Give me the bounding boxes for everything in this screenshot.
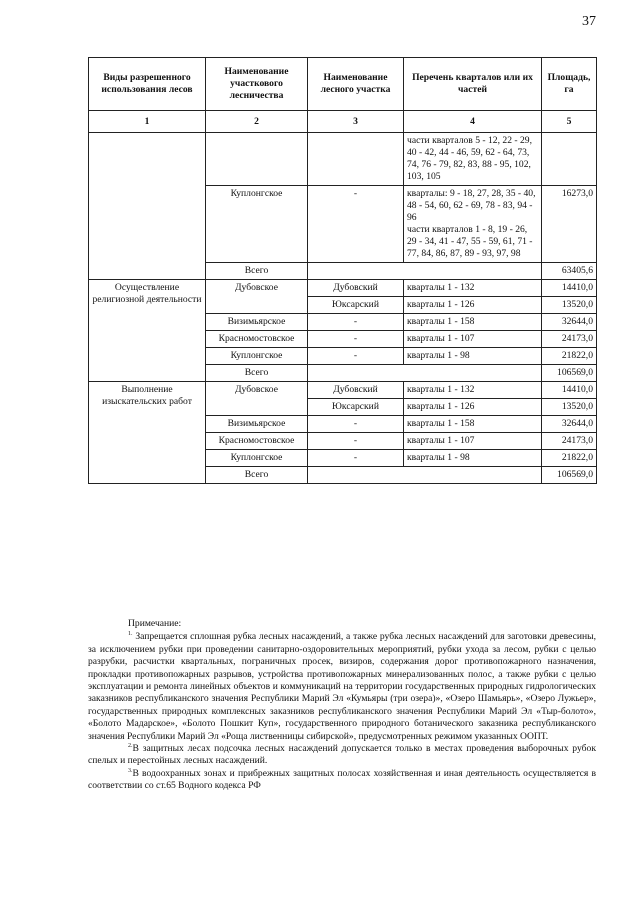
header-forest-site: Наименование лесного участка: [308, 58, 404, 111]
column-number-row: [89, 111, 597, 133]
area-cell: [542, 133, 597, 186]
quarters-cell: [404, 186, 542, 263]
forestry-cell: Куплонгское: [206, 186, 308, 263]
notes-section: [88, 618, 596, 793]
note-2-mark: 2.: [128, 742, 133, 749]
area-cell: 24173,0: [542, 331, 597, 348]
empty-cell: [308, 467, 542, 484]
site-cell: -: [308, 348, 404, 365]
site-cell: Дубовский: [308, 382, 404, 399]
forestry-cell: [206, 133, 308, 186]
header-area: Площадь, га: [542, 58, 597, 111]
column-number: 2: [206, 111, 308, 133]
note-1-mark: 1.: [128, 631, 133, 638]
forest-use-table: [88, 57, 597, 484]
area-cell: 13520,0: [542, 297, 597, 314]
quarters-cell: кварталы 1 - 98: [404, 450, 542, 467]
site-cell: -: [308, 314, 404, 331]
column-number: 4: [404, 111, 542, 133]
note-2: [88, 743, 596, 768]
forestry-cell: Куплонгское: [206, 348, 308, 365]
quarters-cell: кварталы 1 - 158: [404, 416, 542, 433]
quarters-cell: кварталы 1 - 126: [404, 399, 542, 416]
header-forestry: Наименование участкового лесничества: [206, 58, 308, 111]
forestry-cell: Дубовское: [206, 280, 308, 314]
note-2-text: В защитных лесах подсочка лесных насаждений допускается только в местах проведения выборочных рубок спелых и перестойных лесных насаждений.: [88, 743, 596, 767]
quarters-cell: кварталы 1 - 158: [404, 314, 542, 331]
quarter-parts-list: части кварталов 1 - 8, 19 - 26, 29 - 34, 41 - 47, 55 - 59, 61, 71 - 77, 84, 86, 87, 89 - 93, 97, 98: [407, 224, 533, 259]
quarters-cell: кварталы 1 - 132: [404, 382, 542, 399]
column-number: 3: [308, 111, 404, 133]
empty-cell: [308, 365, 542, 382]
column-number: 5: [542, 111, 597, 133]
total-label: Всего: [206, 263, 308, 280]
site-cell: -: [308, 433, 404, 450]
area-cell: 16273,0: [542, 186, 597, 263]
forestry-cell: Красномостовское: [206, 331, 308, 348]
table-row: [89, 280, 597, 297]
notes-title: Примечание:: [128, 618, 182, 629]
quarters-cell: кварталы 1 - 98: [404, 348, 542, 365]
total-label: Всего: [206, 365, 308, 382]
note-1: [88, 631, 596, 743]
empty-cell: [308, 263, 542, 280]
note-1-text: Запрещается сплошная рубка лесных насаждений, а также рубка лесных насаждений для заготовки древесины, за исключением рубки при проведении санитарно-оздоровительных мероприятий, рубки ухода за лесом, рубки с целью разрубки, расчистки квартальных, пограничных просек, визиров, содержания дорог противопожарного назначения, прокладки противопожарных разрывов, устройства противопожарных минерализованных полос, а также рубки с целью эксплуатации и ремонта линейных объектов и коммуникаций на территории государственных природных гидрологических заказников республиканского значения Республики Марий Эл «Кумьяры (три озера)», «Озеро Шамьярь», «Озеро Лужьер», государственных природных комплексных заказников республиканского значения Республики Марий Эл «Тыр-болото», «Болото Мадарское», «Болото Пошкит Куп», государственного природного ботанического заказника республиканского значения Республики Марий Эл «Роща лиственницы сибирской», предусмотренных режимом указанных ООПТ.: [88, 631, 596, 742]
use-type-cell: [89, 133, 206, 280]
area-cell: 24173,0: [542, 433, 597, 450]
site-cell: -: [308, 416, 404, 433]
table-row: [89, 382, 597, 399]
note-3-text: В водоохранных зонах и прибрежных защитных полосах хозяйственная и иная деятельность осуществляется в соответствии со ст.65 Водного кодекса РФ: [88, 767, 596, 792]
site-cell: -: [308, 450, 404, 467]
area-cell: 14410,0: [542, 280, 597, 297]
quarters-cell: кварталы 1 - 132: [404, 280, 542, 297]
quarters-cell: части кварталов 5 - 12, 22 - 29, 40 - 42, 44 - 46, 59, 62 - 64, 73, 74, 76 - 79, 82, 83, 88 - 95, 102, 103, 105: [404, 133, 542, 186]
page-number: 37: [582, 14, 596, 29]
use-type-cell: Осуществление религиозной деятельности: [89, 280, 206, 382]
quarters-cell: кварталы 1 - 107: [404, 433, 542, 450]
area-cell: 14410,0: [542, 382, 597, 399]
forestry-cell: Дубовское: [206, 382, 308, 416]
column-number: 1: [89, 111, 206, 133]
note-3: [88, 768, 596, 793]
forestry-cell: Визимьярское: [206, 314, 308, 331]
quarters-cell: кварталы 1 - 107: [404, 331, 542, 348]
total-label: Всего: [206, 467, 308, 484]
forestry-cell: Визимьярское: [206, 416, 308, 433]
forestry-cell: Куплонгское: [206, 450, 308, 467]
quarters-cell: кварталы 1 - 126: [404, 297, 542, 314]
header-use-type: Виды разрешенного использования лесов: [89, 58, 206, 111]
site-cell: Дубовский: [308, 280, 404, 297]
site-cell: Юксарский: [308, 399, 404, 416]
site-cell: Юксарский: [308, 297, 404, 314]
area-cell: 32644,0: [542, 416, 597, 433]
site-cell: -: [308, 186, 404, 263]
site-cell: -: [308, 331, 404, 348]
area-cell: 21822,0: [542, 348, 597, 365]
note-3-mark: 3.: [128, 767, 133, 774]
use-type-cell: Выполнение изыскательских работ: [89, 382, 206, 484]
site-cell: [308, 133, 404, 186]
quarters-list: кварталы: 9 - 18, 27, 28, 35 - 40, 48 - 54, 60, 62 - 69, 78 - 83, 94 - 96: [407, 188, 536, 223]
total-area: 63405,6: [542, 263, 597, 280]
header-quarters: Перечень кварталов или их частей: [404, 58, 542, 111]
forestry-cell: Красномостовское: [206, 433, 308, 450]
total-area: 106569,0: [542, 467, 597, 484]
table-header-row: [89, 58, 597, 111]
area-cell: 32644,0: [542, 314, 597, 331]
total-area: 106569,0: [542, 365, 597, 382]
area-cell: 13520,0: [542, 399, 597, 416]
table-row: [89, 133, 597, 186]
area-cell: 21822,0: [542, 450, 597, 467]
